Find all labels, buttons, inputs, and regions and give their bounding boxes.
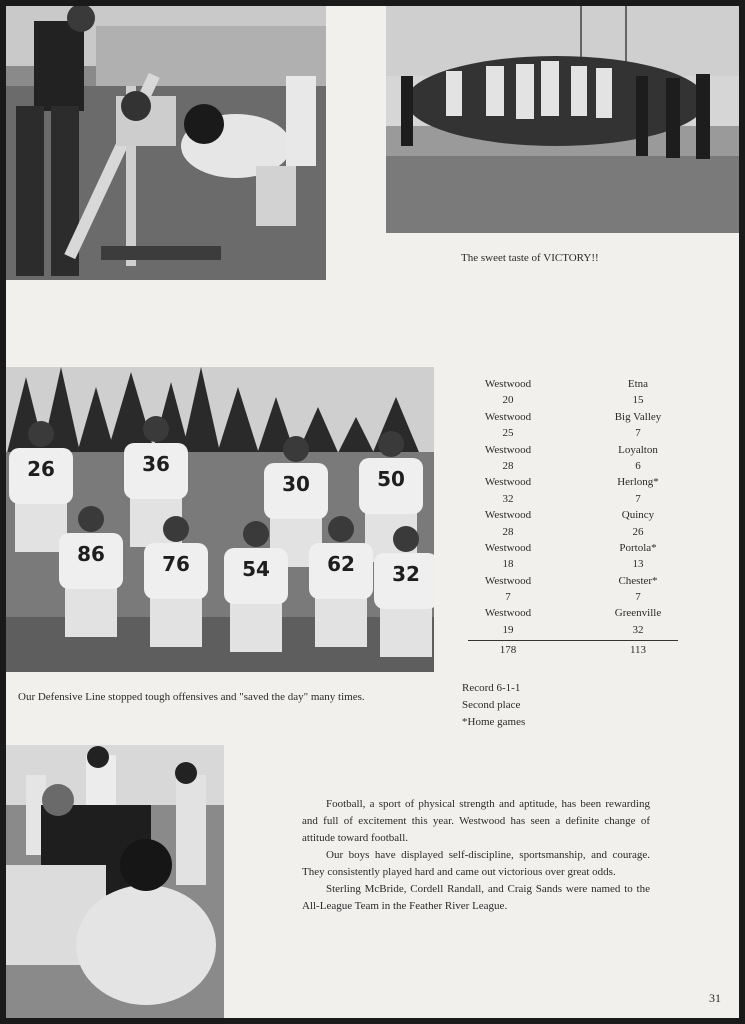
opponent-score: 7: [635, 492, 641, 505]
team-names-row: [468, 409, 678, 425]
page-number: 31: [709, 991, 721, 1005]
home-score: 20: [502, 394, 514, 407]
home-score: 7: [505, 591, 511, 604]
opponent-score: 32: [632, 623, 644, 636]
scores-row: [468, 524, 678, 540]
standing-line: Second place: [462, 699, 521, 711]
scores-row: [468, 589, 678, 605]
scores-row: [468, 491, 678, 507]
home-score: 25: [502, 427, 514, 440]
jersey-number: 54: [242, 557, 270, 581]
team-names-row: [468, 573, 678, 589]
opponent-score: 13: [632, 558, 644, 571]
jersey-number: 62: [327, 552, 355, 576]
opponent-total: 113: [629, 644, 647, 657]
scores-row: [468, 425, 678, 441]
paragraph-1: Football, a sport of physical strength and aptitude, has been rewarding and full of excitement this year. Westwood has seen a definite change of attitude toward football.: [302, 798, 650, 844]
home-team: Westwood: [484, 607, 532, 620]
home-total: 178: [499, 644, 517, 657]
totals-row: [468, 640, 678, 658]
home-team: Westwood: [484, 574, 532, 587]
article-text: [302, 796, 650, 915]
paragraph-2: Our boys have displayed self-discipline, sportsmanship, and courage. They consistently played hard and came out victorious over great odds.: [302, 849, 650, 878]
team-names-row: [468, 507, 678, 523]
scores-row: [468, 622, 678, 638]
home-score: 32: [502, 492, 514, 505]
opponent-team: Quincy: [621, 509, 655, 522]
yearbook-page: [6, 6, 739, 1018]
drill-photo: [6, 6, 326, 280]
opponent-score: 6: [635, 459, 641, 472]
record-line: Record 6-1-1: [462, 682, 521, 694]
season-scores: [468, 376, 678, 659]
scores-row: [468, 458, 678, 474]
defense-caption: Our Defensive Line stopped tough offensives and "saved the day" many times.: [18, 691, 365, 703]
jersey-number: 50: [377, 467, 405, 491]
home-score: 28: [502, 525, 514, 538]
team-names-row: [468, 605, 678, 621]
jersey-number: 76: [162, 552, 190, 576]
celebration-photo: [386, 6, 739, 233]
opponent-score: 26: [632, 525, 644, 538]
home-team: Westwood: [484, 378, 532, 390]
paragraph-3: Sterling McBride, Cordell Randall, and Craig Sands were named to the All-League Team in the Feather River League.: [302, 883, 650, 912]
jersey-number: 26: [27, 457, 55, 481]
home-score: 18: [502, 558, 514, 571]
home-team: Westwood: [484, 443, 532, 456]
home-team: Westwood: [484, 541, 532, 554]
jersey-number: 86: [77, 542, 105, 566]
opponent-team: Chester*: [618, 574, 658, 587]
defensive-line-photo: [6, 367, 434, 672]
opponent-team: Loyalton: [618, 443, 658, 456]
opponent-team: Herlong*: [617, 476, 659, 489]
opponent-team: Etna: [627, 378, 649, 390]
team-names-row: [468, 474, 678, 490]
jersey-number: 30: [282, 472, 310, 496]
victory-caption: The sweet taste of VICTORY!!: [461, 252, 599, 264]
practice-photo: [6, 745, 224, 1018]
jersey-number: 32: [392, 562, 420, 586]
home-team: Westwood: [484, 476, 532, 489]
team-names-row: [468, 376, 678, 392]
team-names-row: [468, 442, 678, 458]
home-games-note: *Home games: [462, 716, 526, 728]
opponent-team: Portola*: [619, 541, 657, 554]
opponent-score: 7: [635, 427, 641, 440]
home-score: 19: [502, 623, 514, 636]
season-record: [462, 680, 525, 731]
team-names-row: [468, 540, 678, 556]
opponent-team: Big Valley: [614, 410, 662, 423]
home-team: Westwood: [484, 509, 532, 522]
home-team: Westwood: [484, 410, 532, 423]
home-score: 28: [502, 459, 514, 472]
scores-row: [468, 392, 678, 408]
opponent-team: Greenville: [614, 607, 662, 620]
scores-row: [468, 556, 678, 572]
opponent-score: 7: [635, 591, 641, 604]
jersey-number: 36: [142, 452, 170, 476]
opponent-score: 15: [632, 394, 644, 407]
